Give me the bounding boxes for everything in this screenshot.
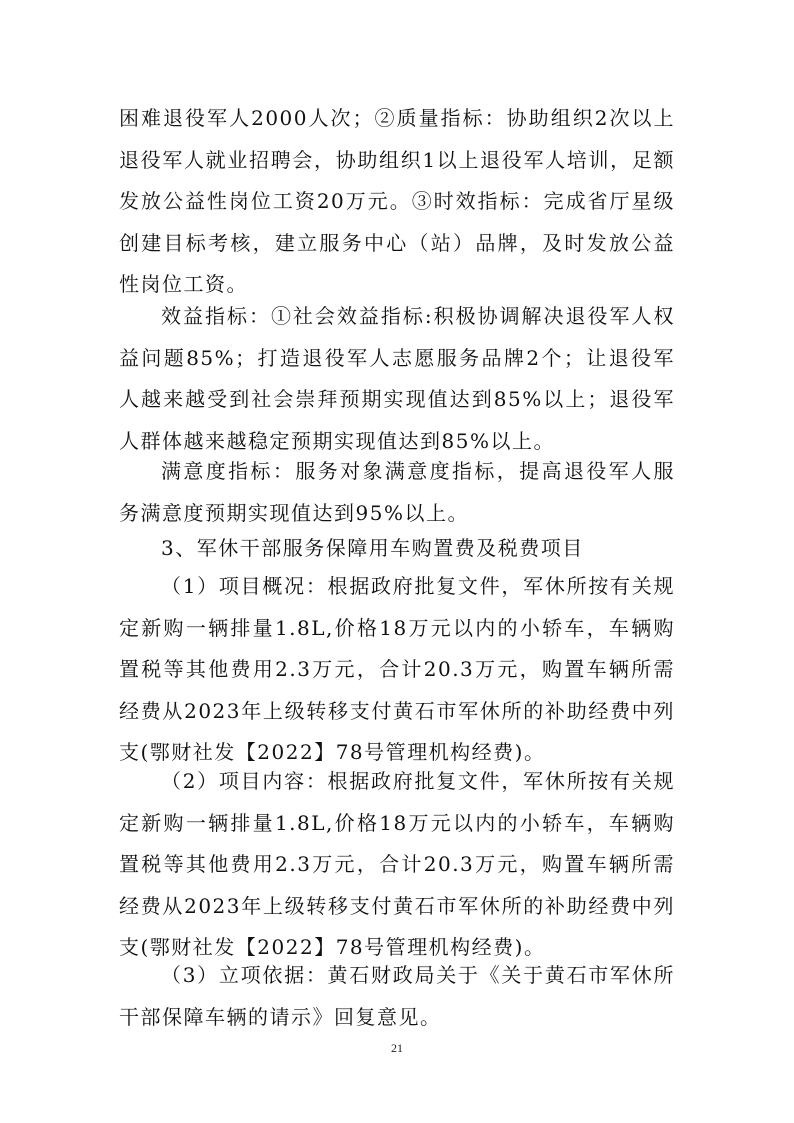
paragraph-project-content: （2）项目内容：根据政府批复文件，军休所按有关规定新购一辆排量1.8L,价格18万元以内的小轿车，车辆购置税等其他费用2.3万元，合计20.3万元，购置车辆所需经费从2023年上级转移支付黄石市军休所的补助经费中列支(鄂财社发【2022】78号管理机构经费)。 <box>119 769 675 959</box>
section-heading-vehicle-project: 3、军休干部服务保障用车购置费及税费项目 <box>161 536 584 560</box>
paragraph-benefit-indicators: 效益指标：①社会效益指标:积极协调解决退役军人权益问题85%；打造退役军人志愿服务品牌2个；让退役军人越来越受到社会崇拜预期实现值达到85%以上；退役军人群体越来越稳定预期实现值达到85%以上。 <box>119 304 675 453</box>
page-number: 21 <box>391 1041 403 1055</box>
paragraph-performance-targets: 困难退役军人2000人次；②质量指标：协助组织2次以上退役军人就业招聘会，协助组织1以上退役军人培训，足额发放公益性岗位工资20万元。③时效指标：完成省厅星级创建目标考核，建立服务中心（站）品牌，及时发放公益性岗位工资。 <box>119 106 675 296</box>
paragraph-project-overview: （1）项目概况：根据政府批复文件，军休所按有关规定新购一辆排量1.8L,价格18万元以内的小轿车，车辆购置税等其他费用2.3万元，合计20.3万元，购置车辆所需经费从2023年上级转移支付黄石市军休所的补助经费中列支(鄂财社发【2022】78号管理机构经费)。 <box>119 574 675 764</box>
paragraph-satisfaction-indicators: 满意度指标：服务对象满意度指标，提高退役军人服务满意度预期实现值达到95%以上。 <box>119 459 675 525</box>
paragraph-project-basis: （3）立项依据：黄石财政局关于《关于黄石市军休所干部保障车辆的请示》回复意见。 <box>119 963 675 1029</box>
